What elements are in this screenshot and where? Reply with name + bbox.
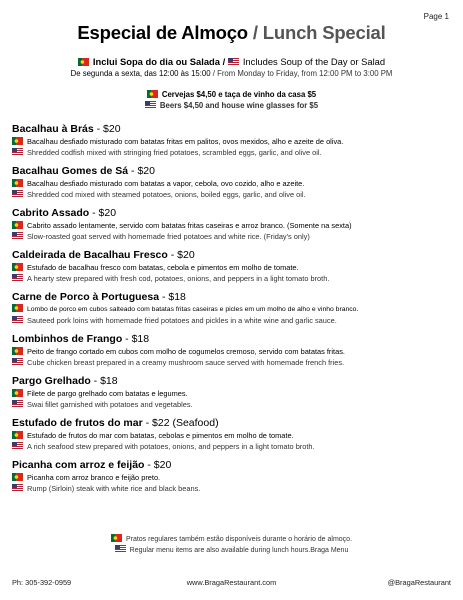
usa-flag-icon bbox=[12, 442, 23, 450]
portugal-flag-icon bbox=[12, 304, 23, 312]
menu-item-desc-english bbox=[12, 189, 454, 200]
drinks-english-text: Beers $4,50 and house wine glasses for $5 bbox=[159, 101, 319, 110]
portugal-flag-icon bbox=[12, 431, 23, 439]
menu-item bbox=[12, 248, 454, 290]
usa-flag-icon bbox=[12, 232, 23, 240]
menu-item-desc-english bbox=[12, 231, 454, 242]
menu-item-title bbox=[12, 332, 454, 346]
menu-item-title bbox=[12, 164, 454, 178]
menu-item-title bbox=[12, 290, 454, 304]
menu-item-title bbox=[12, 122, 454, 136]
website-link[interactable]: www.BragaRestaurant.com bbox=[186, 578, 277, 587]
portugal-flag-icon bbox=[12, 179, 23, 187]
menu-item-title bbox=[12, 416, 454, 430]
menu-item-price: - $20 bbox=[89, 207, 117, 219]
title-english: Lunch Special bbox=[262, 22, 386, 43]
hours-english: / From Monday to Friday, from 12:00 PM to 3:00 PM bbox=[210, 69, 393, 78]
menu-item-title bbox=[12, 374, 454, 388]
desc-portuguese-text: Bacalhau desfiado misturado com batatas fritas em palitos, ovos mexidos, alho e azeite de oliva. bbox=[27, 137, 344, 146]
menu-item-name: Picanha com arroz e feijão bbox=[12, 459, 145, 471]
footer-note-english bbox=[0, 545, 463, 556]
desc-portuguese-text: Estufado de frutos do mar com batatas, cebolas e pimentos em molho de tomate. bbox=[27, 431, 294, 440]
includes-english: Includes Soup of the Day or Salad bbox=[242, 56, 386, 67]
includes-portuguese: Inclui Sopa do dia ou Salada / bbox=[92, 56, 226, 67]
menu-item-name: Lombinhos de Frango bbox=[12, 333, 123, 345]
menu-item-price: - $20 bbox=[128, 165, 155, 177]
desc-english-text: Slow-roasted goat served with homemade fried potatoes and white rice. (Friday's only) bbox=[27, 232, 310, 241]
menu-item-name: Cabrito Assado bbox=[12, 207, 90, 219]
desc-english-text: Swai fillet garnished with potatoes and vegetables. bbox=[27, 400, 193, 409]
drinks-english bbox=[0, 100, 463, 111]
menu-item-name: Estufado de frutos do mar bbox=[12, 417, 143, 429]
menu-item bbox=[12, 206, 454, 248]
menu-item-price: - $18 bbox=[122, 333, 150, 345]
menu-item bbox=[12, 458, 454, 500]
desc-portuguese-text: Estufado de bacalhau fresco com batatas, cebola e pimentos em molho de tomate. bbox=[27, 263, 299, 272]
menu-item-title bbox=[12, 458, 454, 472]
footer-english-text: Regular menu items are also available during lunch hours.Braga Menu bbox=[129, 547, 349, 554]
usa-flag-icon bbox=[12, 190, 23, 198]
desc-english-text: Sauteed pork loins with homemade fried potatoes and pickles in a white wine and garlic sauce. bbox=[27, 316, 337, 325]
menu-item-price: - $18 bbox=[90, 375, 118, 387]
page-title bbox=[0, 22, 463, 44]
phone-number: Ph: 305-392-0959 bbox=[12, 578, 72, 587]
menu-item-desc-portuguese bbox=[12, 472, 454, 483]
intro-block bbox=[0, 56, 463, 79]
menu-item-desc-portuguese bbox=[12, 304, 454, 315]
menu-item-price: - $20 bbox=[144, 459, 172, 471]
usa-flag-icon bbox=[115, 545, 126, 553]
title-portuguese: Especial de Almoço bbox=[77, 22, 248, 43]
usa-flag-icon bbox=[12, 358, 23, 366]
menu-item bbox=[12, 164, 454, 206]
menu-item-name: Pargo Grelhado bbox=[12, 375, 91, 387]
menu-item-name: Caldeirada de Bacalhau Fresco bbox=[12, 249, 168, 261]
portugal-flag-icon bbox=[147, 90, 158, 98]
desc-portuguese-text: Filete de pargo grelhado com batatas e legumes. bbox=[27, 389, 188, 398]
menu-item-desc-english bbox=[12, 357, 454, 368]
menu-item bbox=[12, 122, 454, 164]
menu-list bbox=[12, 122, 454, 500]
menu-item-desc-portuguese bbox=[12, 430, 454, 441]
desc-english-text: A hearty stew prepared with fresh cod, potatoes, onions, and peppers in a light tomato broth. bbox=[27, 274, 330, 283]
desc-portuguese-text: Cabrito assado lentamente, servido com batatas fritas caseiras e arroz branco. (Somente na sexta) bbox=[27, 221, 352, 230]
drinks-block bbox=[0, 89, 463, 111]
portugal-flag-icon bbox=[12, 347, 23, 355]
portugal-flag-icon bbox=[12, 473, 23, 481]
menu-item-name: Bacalhau à Brás bbox=[12, 123, 94, 135]
footer-note bbox=[0, 534, 463, 556]
menu-item-title bbox=[12, 248, 454, 262]
menu-item-desc-english bbox=[12, 147, 454, 158]
social-handle[interactable]: @BragaRestaurant bbox=[387, 578, 451, 587]
menu-item bbox=[12, 374, 454, 416]
desc-english-text: Cube chicken breast prepared in a creamy mushroom sauce served with homemade french fries. bbox=[27, 358, 345, 367]
desc-english-text: Rump (Sirloin) steak with white rice and black beans. bbox=[27, 484, 201, 493]
desc-portuguese-text: Peito de frango cortado em cubos com molho de cogumelos cremoso, servido com batatas fritas. bbox=[27, 347, 345, 356]
menu-item-desc-english bbox=[12, 483, 454, 494]
menu-item-price: - $20 bbox=[93, 123, 121, 135]
menu-item-desc-english bbox=[12, 441, 454, 452]
menu-item-desc-portuguese bbox=[12, 178, 454, 189]
usa-flag-icon bbox=[145, 101, 156, 109]
includes-line bbox=[0, 56, 463, 68]
desc-english-text: Shredded codfish mixed with stringing fried potatoes, scrambled eggs, garlic, and olive oil. bbox=[27, 148, 322, 157]
menu-item-desc-english bbox=[12, 273, 454, 284]
desc-portuguese-text: Lombo de porco em cubos salteado com batatas fritas caseiras e picles em um molho de alho e vinho branco. bbox=[27, 306, 359, 313]
usa-flag-icon bbox=[12, 400, 23, 408]
title-separator: / bbox=[252, 22, 258, 43]
menu-item-price: - $18 bbox=[159, 291, 186, 303]
desc-english-text: Shredded cod mixed with steamed potatoes, onions, boiled eggs, garlic, and olive oil. bbox=[27, 190, 306, 199]
portugal-flag-icon bbox=[111, 534, 122, 542]
hours-portuguese: De segunda a sexta, das 12:00 às 15:00 bbox=[70, 69, 211, 78]
menu-item-name: Bacalhau Gomes de Sá bbox=[12, 165, 129, 177]
usa-flag-icon bbox=[228, 58, 239, 66]
portugal-flag-icon bbox=[12, 389, 23, 397]
usa-flag-icon bbox=[12, 316, 23, 324]
desc-english-text: A rich seafood stew prepared with potatoes, onions, and peppers in a light tomato broth. bbox=[27, 442, 315, 451]
usa-flag-icon bbox=[12, 148, 23, 156]
menu-item bbox=[12, 290, 454, 332]
menu-item bbox=[12, 332, 454, 374]
menu-item-desc-english bbox=[12, 399, 454, 410]
menu-item-desc-portuguese bbox=[12, 220, 454, 231]
desc-portuguese-text: Bacalhau desfiado misturado com batatas a vapor, cebola, ovo cozido, alho e azeite. bbox=[27, 179, 305, 188]
desc-portuguese-text: Picanha com arroz branco e feijão preto. bbox=[27, 473, 161, 482]
menu-item-desc-portuguese bbox=[12, 136, 454, 147]
portugal-flag-icon bbox=[78, 58, 89, 66]
portugal-flag-icon bbox=[12, 221, 23, 229]
menu-item-price: - $22 (Seafood) bbox=[142, 417, 219, 429]
menu-item-desc-portuguese bbox=[12, 388, 454, 399]
usa-flag-icon bbox=[12, 484, 23, 492]
menu-item bbox=[12, 416, 454, 458]
drinks-portuguese-text: Cervejas $4,50 e taça de vinho da casa $5 bbox=[161, 90, 317, 99]
menu-item-desc-portuguese bbox=[12, 262, 454, 273]
hours-line bbox=[0, 68, 463, 79]
menu-item-price: - $20 bbox=[167, 249, 195, 261]
menu-item-name: Carne de Porco à Portuguesa bbox=[12, 291, 160, 303]
menu-item-title bbox=[12, 206, 454, 220]
portugal-flag-icon bbox=[12, 263, 23, 271]
menu-item-desc-english bbox=[12, 315, 454, 326]
usa-flag-icon bbox=[12, 274, 23, 282]
footer-note-portuguese bbox=[0, 534, 463, 545]
drinks-portuguese bbox=[0, 89, 463, 100]
portugal-flag-icon bbox=[12, 137, 23, 145]
footer-portuguese-text: Pratos regulares também estão disponíveis durante o horário de almoço. bbox=[125, 536, 353, 543]
menu-item-desc-portuguese bbox=[12, 346, 454, 357]
page-number: Page 1 bbox=[423, 12, 449, 21]
